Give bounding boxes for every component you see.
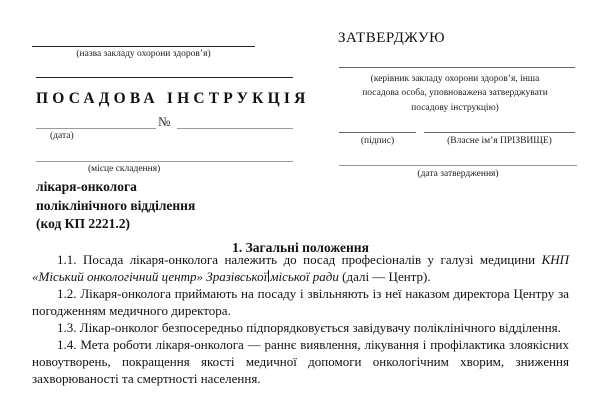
approve-label: ЗАТВЕРДЖУЮ [338,30,446,46]
number-sign: № [158,114,171,129]
paragraph-1-1-italic-a: КНП «Міський онкологічний центр» Зразівської [32,252,569,284]
approval-date-blank-line[interactable] [339,165,577,166]
paragraph-1-1-start: 1.1. Посада лікаря-онколога належить до посад професіоналів у галузі медицини [57,252,542,267]
approver-caption-line-2: посадова особа, уповноважена затверджувати [362,88,548,99]
date-caption: (дата) [50,131,74,141]
section-title: 1. Загальні положення [232,240,369,255]
place-blank-line[interactable] [36,161,293,162]
paragraph-1-4: 1.4. Мета роботи лікаря-онколога — раннє виявлення, лікування і профілактика злоякісних новоутворень, покращення якості медичної допомоги онкологічним хворим, зниження захворюваності та смертності населення. [32,337,569,386]
paragraph-1-1 [32,251,569,285]
signature-blank-line[interactable] [339,132,416,133]
paragraph-1-2: 1.2. Лікаря-онколога приймають на посаду і звільняють із неї наказом директора Центру за погодженням медичного директора. [32,286,569,318]
approver-caption-line-1: (керівник закладу охорони здоров’я, інша [370,74,540,84]
place-caption: (місце складення) [88,164,161,174]
position-block [36,178,195,234]
institution-name-caption: (назва закладу охорони здоров’я) [76,49,211,59]
name-blank-line[interactable] [424,132,575,133]
paragraph-1-1-italic-b: міської ради [270,269,339,284]
paragraph-1-3: 1.3. Лікар-онколог безпосередньо підпорядковується завідувачу поліклінічного відділення. [57,320,561,335]
name-caption: (Власне ім’я ПРІЗВИЩЕ) [447,136,552,146]
position-line-3: (код КП 2221.2) [36,216,130,231]
number-blank-line[interactable] [177,128,293,129]
position-line-2: поліклінічного відділення [36,197,196,213]
approver-caption [332,72,578,115]
signature-caption: (підпис) [360,136,395,146]
approval-date-caption: (дата затвердження) [417,169,499,179]
position-line-1: лікаря-онколога [36,179,137,194]
approver-caption-line-3: посадову інструкцію) [411,102,499,113]
approver-signature-blank-line[interactable] [339,67,575,68]
body-text [32,251,569,387]
institution-name-blank-line-2[interactable] [36,77,293,78]
institution-name-blank-line[interactable] [32,46,255,47]
document-title: ПОСАДОВА ІНСТРУКЦІЯ [36,90,310,107]
paragraph-1-1-end: (далі — Центр). [338,269,431,284]
date-blank-line[interactable] [36,128,156,129]
